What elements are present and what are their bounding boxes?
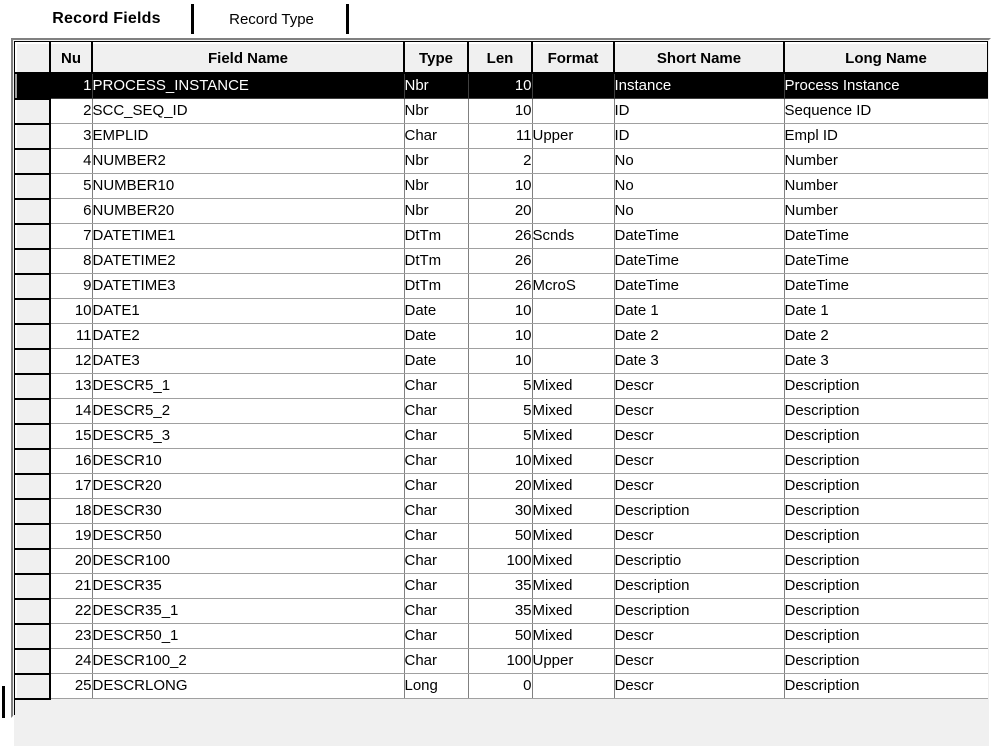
cell-nu[interactable]: 16 (50, 449, 92, 474)
table-row[interactable] (16, 549, 988, 574)
field-table (15, 42, 988, 700)
cell-short-name[interactable]: No (614, 199, 784, 224)
cell-format[interactable] (532, 174, 614, 199)
cell-type[interactable]: DtTm (404, 224, 468, 249)
cell-short-name[interactable]: Descriptio (614, 549, 784, 574)
cell-long-name[interactable]: Sequence ID (784, 99, 988, 124)
cell-len[interactable]: 20 (468, 199, 532, 224)
table-row[interactable] (16, 449, 988, 474)
table-row[interactable] (16, 499, 988, 524)
row-selector-button[interactable] (16, 73, 50, 99)
row-selector-button[interactable] (16, 649, 50, 674)
cell-type[interactable]: Long (404, 674, 468, 699)
cell-format[interactable]: Mixed (532, 499, 614, 524)
cell-nu[interactable]: 14 (50, 399, 92, 424)
column-header-long-name[interactable]: Long Name (784, 43, 988, 73)
cell-nu[interactable]: 5 (50, 174, 92, 199)
table-row[interactable] (16, 599, 988, 624)
table-body (16, 73, 988, 699)
cell-format[interactable] (532, 299, 614, 324)
row-selector-button[interactable] (16, 374, 50, 399)
cell-long-name[interactable]: Description (784, 374, 988, 399)
cell-nu[interactable]: 13 (50, 374, 92, 399)
row-selector-button[interactable] (16, 399, 50, 424)
column-header-field-name[interactable]: Field Name (92, 43, 404, 73)
cell-field-name[interactable]: DESCR10 (92, 449, 404, 474)
cell-nu[interactable]: 22 (50, 599, 92, 624)
tab-record-type[interactable] (197, 4, 349, 34)
row-selector-button[interactable] (16, 199, 50, 224)
table-row[interactable] (16, 149, 988, 174)
cell-long-name[interactable]: Description (784, 499, 988, 524)
cell-long-name[interactable]: Description (784, 524, 988, 549)
cell-long-name[interactable]: Number (784, 149, 988, 174)
cell-short-name[interactable]: DateTime (614, 274, 784, 299)
table-row[interactable] (16, 174, 988, 199)
cell-short-name[interactable]: Date 3 (614, 349, 784, 374)
table-row[interactable] (16, 274, 988, 299)
cell-field-name[interactable]: DESCR35 (92, 574, 404, 599)
cell-format[interactable] (532, 674, 614, 699)
cell-format[interactable] (532, 249, 614, 274)
cell-field-name[interactable]: DESCR30 (92, 499, 404, 524)
cell-format[interactable]: Mixed (532, 524, 614, 549)
row-selector-button[interactable] (16, 224, 50, 249)
cell-len[interactable]: 50 (468, 524, 532, 549)
cell-short-name[interactable]: DateTime (614, 224, 784, 249)
cell-format[interactable]: McroS (532, 274, 614, 299)
cell-type[interactable]: Nbr (404, 199, 468, 224)
cell-type[interactable]: Char (404, 649, 468, 674)
cell-field-name[interactable]: DESCR35_1 (92, 599, 404, 624)
cell-type[interactable]: Char (404, 524, 468, 549)
column-header-len[interactable]: Len (468, 43, 532, 73)
cell-long-name[interactable]: Date 2 (784, 324, 988, 349)
cell-format[interactable]: Mixed (532, 399, 614, 424)
cell-nu[interactable]: 18 (50, 499, 92, 524)
row-selector-button[interactable] (16, 624, 50, 649)
cell-nu[interactable]: 9 (50, 274, 92, 299)
cell-len[interactable]: 10 (468, 299, 532, 324)
row-selector-button[interactable] (16, 324, 50, 349)
row-selector-button[interactable] (16, 174, 50, 199)
cell-format[interactable]: Mixed (532, 474, 614, 499)
row-selector-button[interactable] (16, 149, 50, 174)
cell-long-name[interactable]: Description (784, 424, 988, 449)
cell-field-name[interactable]: DESCR50_1 (92, 624, 404, 649)
cell-short-name[interactable]: ID (614, 99, 784, 124)
row-selector-button[interactable] (16, 249, 50, 274)
cell-len[interactable]: 10 (468, 73, 532, 99)
cell-format[interactable] (532, 73, 614, 99)
tab-strip (0, 0, 1002, 36)
cell-type[interactable]: Char (404, 449, 468, 474)
cell-type[interactable]: Date (404, 349, 468, 374)
cell-short-name[interactable]: Date 1 (614, 299, 784, 324)
table-row[interactable] (16, 324, 988, 349)
cell-type[interactable]: Nbr (404, 174, 468, 199)
cell-field-name[interactable]: DESCR100_2 (92, 649, 404, 674)
cell-short-name[interactable]: Descr (614, 524, 784, 549)
cell-type[interactable]: Nbr (404, 99, 468, 124)
cell-short-name[interactable]: Descr (614, 449, 784, 474)
table-row[interactable] (16, 73, 988, 99)
cell-len[interactable]: 11 (468, 124, 532, 149)
cell-nu[interactable]: 2 (50, 99, 92, 124)
cell-field-name[interactable]: DESCR50 (92, 524, 404, 549)
cell-field-name[interactable]: DESCR100 (92, 549, 404, 574)
cell-long-name[interactable]: DateTime (784, 249, 988, 274)
cell-short-name[interactable]: Descr (614, 649, 784, 674)
cell-long-name[interactable]: Description (784, 599, 988, 624)
cell-type[interactable]: Char (404, 599, 468, 624)
cell-type[interactable]: Char (404, 549, 468, 574)
cell-field-name[interactable]: DESCRLONG (92, 674, 404, 699)
cell-short-name[interactable]: Description (614, 574, 784, 599)
table-row[interactable] (16, 474, 988, 499)
cell-format[interactable]: Mixed (532, 424, 614, 449)
cell-type[interactable]: Char (404, 399, 468, 424)
left-margin-marker (2, 686, 5, 718)
cell-field-name[interactable]: DATETIME1 (92, 224, 404, 249)
row-selector-button[interactable] (16, 599, 50, 624)
row-selector-button[interactable] (16, 349, 50, 374)
column-header-selector[interactable] (16, 43, 50, 73)
cell-field-name[interactable]: DESCR5_2 (92, 399, 404, 424)
cell-type[interactable]: Nbr (404, 73, 468, 99)
cell-nu[interactable]: 3 (50, 124, 92, 149)
cell-type[interactable]: Date (404, 324, 468, 349)
table-row[interactable] (16, 524, 988, 549)
cell-short-name[interactable]: Date 2 (614, 324, 784, 349)
cell-len[interactable]: 2 (468, 149, 532, 174)
cell-short-name[interactable]: No (614, 149, 784, 174)
cell-format[interactable] (532, 149, 614, 174)
table-row[interactable] (16, 674, 988, 699)
cell-short-name[interactable]: ID (614, 124, 784, 149)
cell-nu[interactable]: 12 (50, 349, 92, 374)
cell-len[interactable]: 10 (468, 99, 532, 124)
cell-nu[interactable]: 4 (50, 149, 92, 174)
tab-record-fields[interactable] (22, 4, 194, 34)
table-row[interactable] (16, 124, 988, 149)
cell-len[interactable]: 100 (468, 649, 532, 674)
cell-len[interactable]: 26 (468, 274, 532, 299)
row-selector-button[interactable] (16, 449, 50, 474)
table-row[interactable] (16, 374, 988, 399)
cell-long-name[interactable]: Description (784, 674, 988, 699)
column-header-nu[interactable]: Nu (50, 43, 92, 73)
tab-record-type-label: Record Type (229, 10, 314, 28)
cell-type[interactable]: Date (404, 299, 468, 324)
cell-nu[interactable]: 6 (50, 199, 92, 224)
cell-type[interactable]: Char (404, 124, 468, 149)
cell-short-name[interactable]: Descr (614, 424, 784, 449)
row-selector-button[interactable] (16, 499, 50, 524)
table-row[interactable] (16, 574, 988, 599)
cell-format[interactable]: Mixed (532, 374, 614, 399)
table-row[interactable] (16, 249, 988, 274)
table-row[interactable] (16, 649, 988, 674)
cell-len[interactable]: 30 (468, 499, 532, 524)
row-selector-button[interactable] (16, 99, 50, 124)
cell-long-name[interactable]: Date 3 (784, 349, 988, 374)
cell-nu[interactable]: 21 (50, 574, 92, 599)
row-selector-button[interactable] (16, 299, 50, 324)
cell-field-name[interactable]: DATETIME2 (92, 249, 404, 274)
cell-nu[interactable]: 19 (50, 524, 92, 549)
cell-long-name[interactable]: Process Instance (784, 73, 988, 99)
cell-type[interactable]: Nbr (404, 149, 468, 174)
cell-field-name[interactable]: DESCR20 (92, 474, 404, 499)
cell-len[interactable]: 35 (468, 574, 532, 599)
cell-len[interactable]: 5 (468, 374, 532, 399)
cell-long-name[interactable]: Description (784, 549, 988, 574)
cell-nu[interactable]: 17 (50, 474, 92, 499)
cell-format[interactable]: Scnds (532, 224, 614, 249)
table-row[interactable] (16, 624, 988, 649)
table-row[interactable] (16, 99, 988, 124)
cell-field-name[interactable]: EMPLID (92, 124, 404, 149)
cell-field-name[interactable]: DATE2 (92, 324, 404, 349)
cell-len[interactable]: 0 (468, 674, 532, 699)
table-row[interactable] (16, 349, 988, 374)
cell-format[interactable]: Mixed (532, 449, 614, 474)
cell-long-name[interactable]: Description (784, 574, 988, 599)
cell-len[interactable]: 5 (468, 399, 532, 424)
cell-len[interactable]: 10 (468, 324, 532, 349)
cell-nu[interactable]: 1 (50, 73, 92, 99)
table-row[interactable] (16, 199, 988, 224)
cell-short-name[interactable]: Descr (614, 399, 784, 424)
cell-short-name[interactable]: Instance (614, 73, 784, 99)
cell-len[interactable]: 10 (468, 349, 532, 374)
cell-format[interactable] (532, 324, 614, 349)
cell-nu[interactable]: 10 (50, 299, 92, 324)
cell-len[interactable]: 20 (468, 474, 532, 499)
cell-field-name[interactable]: NUMBER10 (92, 174, 404, 199)
cell-field-name[interactable]: DATE3 (92, 349, 404, 374)
cell-field-name[interactable]: PROCESS_INSTANCE (92, 73, 404, 99)
cell-type[interactable]: Char (404, 474, 468, 499)
table-row[interactable] (16, 399, 988, 424)
cell-len[interactable]: 26 (468, 224, 532, 249)
row-selector-button[interactable] (16, 574, 50, 599)
cell-nu[interactable]: 11 (50, 324, 92, 349)
cell-format[interactable] (532, 99, 614, 124)
table-header (16, 43, 988, 73)
cell-len[interactable]: 10 (468, 174, 532, 199)
row-selector-button[interactable] (16, 274, 50, 299)
column-header-type[interactable]: Type (404, 43, 468, 73)
cell-len[interactable]: 26 (468, 249, 532, 274)
cell-long-name[interactable]: DateTime (784, 274, 988, 299)
cell-short-name[interactable]: Descr (614, 624, 784, 649)
cell-field-name[interactable]: NUMBER20 (92, 199, 404, 224)
cell-len[interactable]: 50 (468, 624, 532, 649)
column-header-short-name[interactable]: Short Name (614, 43, 784, 73)
cell-long-name[interactable]: Description (784, 624, 988, 649)
cell-nu[interactable]: 24 (50, 649, 92, 674)
cell-type[interactable]: Char (404, 624, 468, 649)
cell-type[interactable]: Char (404, 499, 468, 524)
table-row[interactable] (16, 224, 988, 249)
cell-type[interactable]: DtTm (404, 249, 468, 274)
cell-type[interactable]: DtTm (404, 274, 468, 299)
cell-field-name[interactable]: NUMBER2 (92, 149, 404, 174)
table-row[interactable] (16, 299, 988, 324)
cell-long-name[interactable]: Description (784, 449, 988, 474)
cell-format[interactable]: Mixed (532, 599, 614, 624)
row-selector-button[interactable] (16, 524, 50, 549)
tab-record-fields-label: Record Fields (52, 10, 161, 27)
cell-format[interactable] (532, 349, 614, 374)
cell-nu[interactable]: 8 (50, 249, 92, 274)
cell-nu[interactable]: 23 (50, 624, 92, 649)
cell-short-name[interactable]: Description (614, 499, 784, 524)
header-row (16, 43, 988, 73)
table-row[interactable] (16, 424, 988, 449)
cell-short-name[interactable]: No (614, 174, 784, 199)
cell-len[interactable]: 10 (468, 449, 532, 474)
cell-nu[interactable]: 20 (50, 549, 92, 574)
cell-short-name[interactable]: Descr (614, 674, 784, 699)
cell-format[interactable]: Mixed (532, 624, 614, 649)
row-selector-button[interactable] (16, 674, 50, 699)
record-fields-grid-frame (11, 38, 991, 718)
cell-field-name[interactable]: DESCR5_1 (92, 374, 404, 399)
cell-field-name[interactable]: DESCR5_3 (92, 424, 404, 449)
cell-nu[interactable]: 25 (50, 674, 92, 699)
cell-field-name[interactable]: DATETIME3 (92, 274, 404, 299)
cell-long-name[interactable]: Number (784, 199, 988, 224)
cell-type[interactable]: Char (404, 374, 468, 399)
cell-short-name[interactable]: Descr (614, 474, 784, 499)
cell-long-name[interactable]: Empl ID (784, 124, 988, 149)
cell-format[interactable] (532, 199, 614, 224)
column-header-format[interactable]: Format (532, 43, 614, 73)
row-selector-button[interactable] (16, 474, 50, 499)
cell-short-name[interactable]: DateTime (614, 249, 784, 274)
grid-empty-area (14, 716, 989, 746)
cell-long-name[interactable]: DateTime (784, 224, 988, 249)
cell-long-name[interactable]: Description (784, 649, 988, 674)
cell-long-name[interactable]: Date 1 (784, 299, 988, 324)
cell-len[interactable]: 100 (468, 549, 532, 574)
row-selector-button[interactable] (16, 549, 50, 574)
cell-type[interactable]: Char (404, 424, 468, 449)
cell-format[interactable]: Upper (532, 124, 614, 149)
row-selector-button[interactable] (16, 424, 50, 449)
cell-field-name[interactable]: SCC_SEQ_ID (92, 99, 404, 124)
cell-format[interactable]: Upper (532, 649, 614, 674)
cell-format[interactable]: Mixed (532, 574, 614, 599)
cell-short-name[interactable]: Description (614, 599, 784, 624)
cell-nu[interactable]: 15 (50, 424, 92, 449)
cell-long-name[interactable]: Number (784, 174, 988, 199)
row-selector-button[interactable] (16, 124, 50, 149)
cell-long-name[interactable]: Description (784, 399, 988, 424)
cell-len[interactable]: 5 (468, 424, 532, 449)
cell-field-name[interactable]: DATE1 (92, 299, 404, 324)
record-fields-grid[interactable] (14, 41, 988, 715)
cell-format[interactable]: Mixed (532, 549, 614, 574)
cell-long-name[interactable]: Description (784, 474, 988, 499)
cell-short-name[interactable]: Descr (614, 374, 784, 399)
cell-type[interactable]: Char (404, 574, 468, 599)
cell-len[interactable]: 35 (468, 599, 532, 624)
cell-nu[interactable]: 7 (50, 224, 92, 249)
